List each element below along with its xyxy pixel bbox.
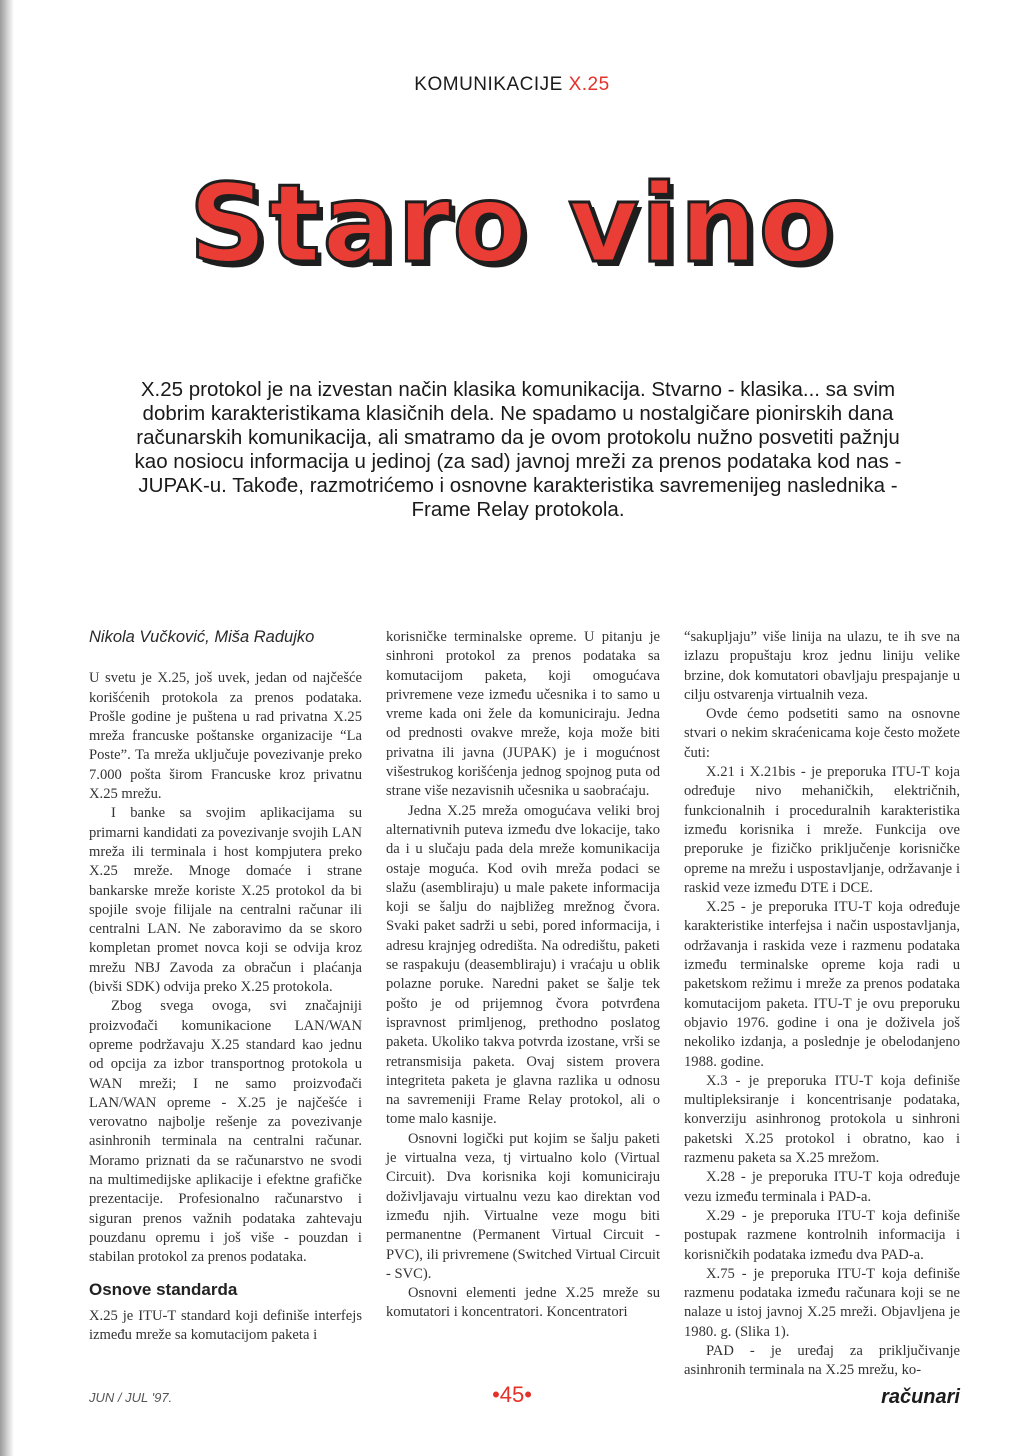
paragraph: Osnovni logički put kojim se šalju paketi je virtualna veza, tj virtualno kolo (Virtual Circuit). Dva korisnika koji komuniciraju doživljavaju virtualnu vezu kao direktan vod između njih. Virtualne veze mogu biti permanentne (Permanent Virtual Circuit - PVC), ili privremene (Switched Virtual Circuit - SVC). xyxy=(386,1130,660,1282)
paragraph: Jedna X.25 mreža omogućava veliki broj alternativnih puteva između dve lokacije, tako da i u slučaju pada dela mreže komunikacija ostaje moguća. Kod ovih mreža podaci se slažu (asembliraju) u male pakete informacija koji se šalju do najbližeg mrežnog čvora. Svaki paket sadrži u sebi, pored informacija, i adresu krajnjeg odredišta. Na odredištu, paketi se raspakuju (deasembliraju) i vraćaju u oblik polazne poruke. Naredni paket se šalje tek pošto je od prijemnog čvora potvrđena ispravnost primljenog, prethodno poslatog paketa. Ukoliko takva potvrda izostane, vrši se retransmisija paketa. Ovaj sistem provera integriteta paketa je glavna razlika u odnosu na savremeniji Frame Relay protokol, ali o tome malo kasnije. xyxy=(386,802,660,1128)
section-accent: X.25 xyxy=(568,74,610,95)
issue-date: JUN / JUL '97. xyxy=(89,1390,173,1405)
magazine-brand: računari xyxy=(881,1386,960,1408)
paragraph: X.25 je ITU-T standard koji definiše interfejs između mreže sa komutacijom paketa i xyxy=(89,1307,362,1344)
paragraph: X.28 - je preporuka ITU-T koja određuje vezu između terminala i PAD-a. xyxy=(684,1169,960,1205)
column-3 xyxy=(684,628,960,1381)
column-1 xyxy=(89,628,362,1345)
section-header xyxy=(0,74,1024,96)
paragraph: Ovde ćemo podsetiti samo na osnovne stvari o nekim skraćenicama koje često možete čuti: xyxy=(684,706,960,761)
paragraph: Osnovni elementi jedne X.25 mreže su komutatori i koncentratori. Koncentratori xyxy=(386,1285,660,1321)
article-title: Staro vino xyxy=(189,162,835,287)
paragraph: korisničke terminalske opreme. U pitanju je sinhroni protokol za prenos podataka sa komutacijom paketa, koji omogućava privremene veze između učesnika i to samo u vreme kada oni žele da komuniciraju. Jedna od prednosti ovakve mreže, koja može biti privatna ili javna (JUPAK) je i mogućnost višestrukog korišćenja jednog spojnog puta od strane više nezavisnih učesnika u saobraćaju. xyxy=(386,629,660,800)
page-number: •45• xyxy=(492,1382,532,1407)
paragraph: I banke sa svojim aplikacijama su primarni kandidati za povezivanje svojih LAN mreža ili terminala i host kompjutera preko X.25 mreže. Mnoge domaće i strane bankarske mreže koriste X.25 protokol da bi spojile svoje filijale na centralni računar ili centralni LAN. Ne zaboravimo da se skoro kompletan promet novca koji se odvija kroz mrežu NBJ Zavoda za obračun i plaćanja (bivši SDK) odvija preko X.25 protokola. xyxy=(89,805,362,996)
paragraph: X.25 - je preporuka ITU-T koja određuje karakteristike interfejsa i način uspostavljanja, održavanja i raskida veze i razmenu podataka između terminalske opreme koja radi u paketskom režimu i mreže za prenos podataka komutacijom paketa. ITU-T je ovu preporuku objavio 1976. godine i ona je doživela još nekoliko izdanja, a poslednje je obelodanjeno 1988. godine. xyxy=(684,899,960,1070)
column-2 xyxy=(386,628,660,1323)
paragraph: “sakupljaju” više linija na ulazu, te ih sve na izlazu propuštaju kroz jednu liniju velike brzine, dok komutatori obavljaju prespajanje u cilju ostvarenja virtualnih veza. xyxy=(684,629,960,703)
paragraph: X.21 i X.21bis - je preporuka ITU-T koja određuje nivo mehaničkih, električnih, funkcionalnih i proceduralnih karakteristika između korisnika i mreže. Funkcija ove preporuke je fizičko priključenje korisničke opreme na mrežu i uspostavljanje, održavanje i raskid veze između DTE i DCE. xyxy=(684,764,960,896)
paragraph: PAD - je uređaj za priključivanje asinhronih terminala na X.25 mrežu, ko- xyxy=(684,1342,960,1379)
paragraph: X.3 - je preporuka ITU-T koja definiše multipleksiranje i koncentrisanje podataka, konverziju asinhronog protokola u sinhroni paketski X.25 protokol i obratno, kao i razmenu paketa sa X.25 mrežom. xyxy=(684,1072,960,1167)
subheading: Osnove standarda xyxy=(89,1279,238,1299)
paragraph: Zbog svega ovoga, svi značajniji proizvođači komunikacione LAN/WAN opreme podržavaju X.25 standard kao jednu od opcija za izbor transportnog protokola u WAN mreži; I ne samo proizvođači LAN/WAN opreme - X.25 je najčešće i verovatno najbolje rešenje za povezivanje asinhronih terminala na centralni računar. Moramo priznati da se računarstvo ne svodi na multimedijske aplikacije i efektne grafičke prezentacije. Profesionalno računarstvo i siguran prenos važnih podataka zahtevaju pouzdanu opremu i još više - pouzdan i stabilan protokol za prenos podataka. xyxy=(89,998,362,1266)
paragraph: U svetu je X.25, još uvek, jedan od najčešće korišćenih protokola za prenos podataka. Prošle godine je puštena u rad privatna X.25 mreža francuske poštanske organizacije “La Poste”. Ta mreža uključuje povezivanje preko 7.000 pošta širom Francuske kroz privatnu X.25 mrežu. xyxy=(89,670,362,803)
section-label: KOMUNIKACIJE xyxy=(414,74,563,95)
paragraph: X.29 - je preporuka ITU-T koja definiše postupak razmene kontrolnih informacija i korisničkih podataka između dva PAD-a. xyxy=(684,1207,960,1263)
author-byline: Nikola Vučković, Miša Radujko xyxy=(89,628,315,646)
lead-paragraph: X.25 protokol je na izvestan način klasika komunikacija. Stvarno - klasika... sa svim dobrim karakteristikama klasičnih dela. Ne spadamo u nostalgičare pionirskih dana računarskih komunikacija, ali smatramo da je ovom protokolu nužno posvetiti pažnju kao nosiocu informacija u jedinoj (za sad) javnoj mreži za prenos podataka kod nas - JUPAK-u. Takođe, razmotrićemo i osnovne karakteristika savremenijeg naslednika - Frame Relay protokola. xyxy=(134,378,902,521)
paragraph: X.75 - je preporuka ITU-T koja definiše razmenu podataka između računara koji se ne nalaze u istoj javnoj X.25 mreži. Objavljena je 1980. g. (Slika 1). xyxy=(684,1265,960,1340)
